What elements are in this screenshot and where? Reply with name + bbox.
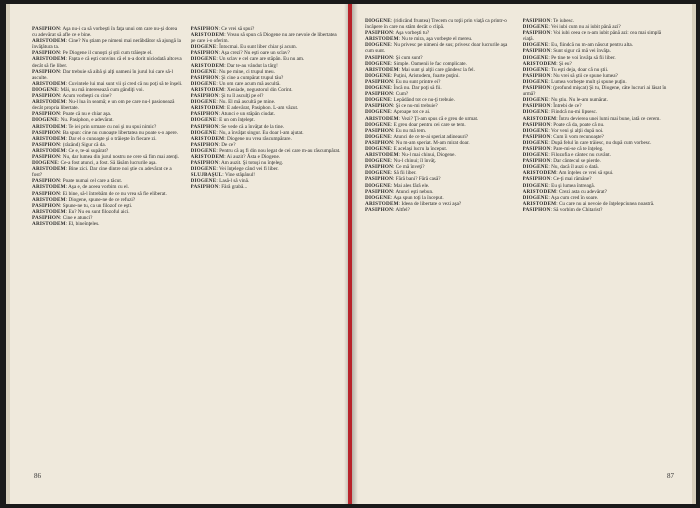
speaker-name: ARISTODEM	[32, 184, 66, 191]
dialogue-line	[365, 207, 515, 213]
page-number-left: 86	[34, 472, 41, 480]
speaker-name: ARISTODEM	[32, 196, 66, 203]
right-page	[351, 4, 696, 504]
line-text: : Dar trebuie să aibă şi alţi oameni în jurul lui care să‑l asculte.	[32, 68, 173, 81]
speaker-name: ARISTODEM	[190, 32, 225, 39]
line-text: : Şi ce nu‑mi trebuie?	[393, 103, 438, 110]
speaker-name: PASIPHON	[32, 111, 61, 118]
line-text: : Simple. Oamenii le fac complicate.	[390, 60, 467, 67]
speaker-name: PASIPHON	[522, 176, 551, 183]
speaker-name: DIOGENE	[522, 194, 549, 201]
line-text: : Mai ales fără ele.	[390, 182, 430, 189]
speaker-name: DIOGENE	[32, 86, 58, 93]
dialogue-line	[32, 166, 183, 178]
line-text: : Vor veni şi alţii după noi.	[548, 127, 604, 134]
dialogue-line	[32, 99, 183, 111]
speaker-name: DIOGENE	[365, 170, 391, 177]
dialogue-line	[523, 30, 673, 42]
line-text: : Diogene, spune‑ne de ce refuzi?	[65, 196, 136, 203]
speaker-name: DIOGENE	[522, 164, 549, 171]
speaker-name: DIOGENE	[522, 109, 549, 116]
speaker-name: DIOGENE	[190, 178, 217, 185]
speaker-name: PASIPHON	[32, 141, 61, 148]
speaker-name: PASIPHON	[32, 202, 61, 209]
speaker-name: DIOGENE	[365, 182, 391, 189]
line-text: : Te iei prin urmare cu noi şi nu spui nimic?	[65, 123, 157, 130]
speaker-name: DIOGENE	[522, 139, 549, 146]
speaker-name: DIOGENE	[32, 117, 58, 124]
line-text: : Voi iubi ceea ce n‑am iubit până azi: cea mai simplă viaţă.	[522, 30, 662, 43]
line-text: : Nu, dacă îl auzi o dată.	[548, 164, 599, 171]
speaker-name: DIOGENE	[190, 44, 217, 51]
speaker-name: DIOGENE	[522, 54, 549, 61]
dialogue-line	[32, 69, 183, 81]
speaker-name: PASIPHON	[190, 111, 219, 118]
speaker-name: PASIPHON	[190, 160, 219, 167]
line-text: : Pentru că aş fi din nou legat de cei care m‑au răscumpărat.	[216, 147, 341, 154]
line-text: : Ideea de libertate o vezi aşa?	[398, 200, 462, 207]
speaker-name: PASIPHON	[32, 178, 61, 185]
speaker-name: DIOGENE	[522, 78, 549, 85]
page-edge	[692, 4, 696, 504]
left-column-1	[32, 26, 183, 466]
speaker-name: PASIPHON	[522, 103, 551, 110]
dialogue-line	[523, 85, 673, 97]
speaker-name: PASIPHON	[522, 145, 551, 152]
dialogue-line	[191, 32, 342, 44]
line-text: : Xeniade, negustorul din Corint.	[224, 86, 293, 93]
speaker-name: PASIPHON	[190, 74, 219, 81]
line-text: : Încă nu. Dar poţi să fii.	[390, 85, 442, 92]
speaker-name: DIOGENE	[365, 42, 391, 49]
speaker-name: PASIPHON	[365, 30, 394, 37]
speaker-name: DIOGENE	[365, 85, 391, 92]
line-text: : Crezi asta cu adevărat?	[556, 188, 607, 195]
dialogue-line	[523, 207, 673, 213]
line-text: : Aşa vorbeşti tu?	[393, 30, 430, 37]
line-text: : (ridicând fruntea) Trecem cu toţii prin viaţă ca printr‑o încăpere în care nu stăm decât o clipă.	[365, 18, 507, 31]
speaker-name: ARISTODEM	[365, 36, 399, 43]
line-text: : Nu ştiu. Nu le‑am numărat.	[548, 97, 608, 104]
speaker-name: ARISTODEM	[32, 166, 66, 173]
speaker-name: PASIPHON	[365, 206, 394, 213]
line-text: : Eu nu sunt printre ei?	[393, 78, 441, 85]
line-text: : Te iubesc.	[550, 18, 575, 24]
speaker-name: DIOGENE	[365, 133, 391, 140]
line-text: : Aşa crezi? Nu eşti oare un sclav?	[218, 50, 290, 57]
line-text: : Dar cântecul se pierde.	[550, 158, 601, 165]
line-text: : Pe tine te voi învăţa să fii liber.	[548, 54, 616, 61]
speaker-name: DIOGENE	[522, 182, 549, 189]
speaker-name: PASIPHON	[32, 214, 61, 221]
line-text: : Bine zici. Dar cine dintre noi ştie cu adevărat ce a fost?	[32, 166, 172, 179]
page-number-right: 87	[667, 472, 674, 480]
line-text: : După felul în care trăiesc, nu după cum vorbesc.	[548, 139, 652, 146]
line-text: : Sunt sigur că mă vei învăţa.	[550, 48, 611, 55]
line-text: : El, bineînţeles.	[65, 221, 100, 227]
dialogue-line	[365, 18, 515, 30]
line-text: : Ce‑a fost atunci, a fost. Să lăsăm lucrurile aşa.	[57, 160, 157, 167]
line-text: : Ei bine, să‑l întrebăm de ce nu vrea să fie eliberat.	[60, 190, 167, 197]
line-text: : Lepădând tot ce nu‑ţi trebuie.	[390, 97, 455, 104]
bookmark-ribbon	[348, 4, 352, 504]
left-column-2	[191, 26, 342, 466]
speaker-name: PASIPHON	[365, 188, 394, 195]
speaker-name: ARISTODEM	[365, 66, 399, 73]
line-text: : Să fii liber.	[390, 170, 417, 177]
line-text: : Aşa e, de aceea vorbim cu el.	[65, 184, 129, 191]
line-text: : Eu, fiindcă nu m‑am născut pentru alta.	[548, 42, 633, 49]
line-text: : Aproape tot ce ai.	[390, 109, 431, 116]
line-text: : Cu care nu ai nevoie de înţelepciunea noastră.	[556, 200, 655, 207]
line-text: : Măi, nu mă interesează cum gândiţi voi.	[57, 86, 144, 93]
speaker-name: PASIPHON	[522, 72, 551, 79]
speaker-name: ARISTODEM	[32, 147, 66, 154]
speaker-name: ARISTODEM	[32, 38, 66, 45]
line-text: : Pare‑mi‑se că te înţeleg.	[550, 145, 604, 152]
line-text: : Fără bani? Fără casă?	[393, 176, 441, 183]
line-text: : Diogene nu vrea răscumpărare.	[224, 135, 292, 142]
line-text: : Nu‑l mai chinui, Diogene.	[398, 152, 456, 159]
line-text: : Cum?	[393, 91, 409, 98]
speaker-name: DIOGENE	[365, 97, 391, 104]
speaker-name: PASIPHON	[365, 176, 394, 183]
speaker-name: PASIPHON	[365, 139, 394, 146]
line-text: : Nu‑l chinui; îl învăţ.	[390, 158, 437, 165]
speaker-name: DIOGENE	[365, 121, 391, 128]
speaker-name: ARISTODEM	[32, 123, 66, 130]
speaker-name: ARISTODEM	[32, 208, 66, 215]
speaker-name: DIOGENE	[365, 158, 391, 165]
speaker-name: PASIPHON	[365, 127, 394, 134]
line-text: : Cine e atunci?	[60, 214, 93, 221]
speaker-name: ARISTODEM	[190, 135, 225, 142]
line-text: : Ai auzit? Ăsta e Diogene.	[224, 153, 281, 160]
line-text: : Am auzit. Şi totuşi nu înţeleg.	[218, 160, 284, 167]
line-text: : Fiindcă nu‑mi lipsesc.	[548, 109, 598, 116]
speaker-name: ARISTODEM	[32, 135, 66, 142]
speaker-name: DIOGENE	[365, 60, 391, 67]
speaker-name: PASIPHON	[32, 93, 61, 100]
right-column-2	[523, 18, 673, 458]
speaker-name: ARISTODEM	[522, 200, 557, 207]
line-text: : Întocmai. Eu sunt liber chiar şi acum.	[216, 44, 297, 51]
dialogue-line	[32, 56, 183, 68]
speaker-name: ARISTODEM	[522, 170, 557, 177]
line-text: : Nu pe mine, ci trupul meu.	[216, 68, 275, 75]
line-text: : Ce vrei să spui?	[218, 26, 255, 32]
line-text: : Ba spun: cine nu cunoaşte libertatea nu poate s‑o apere.	[60, 129, 179, 136]
speaker-name: PASIPHON	[190, 141, 219, 148]
speaker-name: DIOGENE	[190, 56, 217, 63]
line-text: : Nu vrei să ştii ce spune lumea?	[550, 72, 618, 79]
speaker-name: DIOGENE	[522, 152, 549, 159]
line-text: : Un sclav e cel care are stăpân. Eu nu am.	[216, 56, 305, 63]
line-text: : Ce mă înveţi?	[393, 164, 425, 171]
line-text: : Ce‑ţi mai rămâne?	[550, 176, 592, 183]
line-text: : Şi tu îl asculţi pe el?	[218, 93, 264, 100]
line-text: : Atunci de ce te‑ai speriat adineauri?	[390, 133, 469, 140]
speaker-name: PASIPHON	[522, 133, 551, 140]
open-book	[6, 4, 696, 504]
speaker-name: DIOGENE	[522, 66, 549, 73]
speaker-name: PASIPHON	[190, 50, 219, 57]
line-text: : Fapta e că eşti convins că el n‑a dorit niciodată altceva decât să fie liber.	[32, 56, 182, 69]
speaker-name: PASIPHON	[522, 121, 551, 128]
line-text: : Atunci eşti nebun.	[393, 188, 434, 195]
dialogue-line	[32, 221, 183, 227]
line-text: : Nu te mira, aşa vorbeşte el mereu.	[398, 36, 473, 43]
dialogue-line	[32, 26, 183, 38]
line-text: : Aşa nu‑i ca să vorbeşti în faţa unui om care nu‑şi dorea cu adevărat să afle ce e bine.	[32, 26, 178, 39]
line-text: : E acelaşi lucru la început.	[390, 145, 448, 152]
line-text: : Vei înţelege când vei fi liber.	[216, 166, 279, 173]
speaker-name: DIOGENE	[365, 18, 391, 24]
speaker-name: PASIPHON	[522, 206, 551, 213]
speaker-name: PASIPHON	[522, 158, 551, 165]
line-text: : Cuvintele lui mai sunt vii şi cred că nu poţi să te înşeli.	[65, 80, 183, 87]
speaker-name: PASIPHON	[190, 184, 219, 191]
speaker-name: ARISTODEM	[190, 105, 225, 112]
speaker-name: ARISTODEM	[32, 99, 66, 106]
speaker-name: DIOGENE	[190, 99, 217, 106]
line-text: : Nu. El mă ascultă pe mine.	[216, 99, 276, 106]
line-text: : Pe Diogene il cunoşti şi ştii cum trăieşte el.	[60, 50, 153, 57]
line-text: : Lumea vorbeşte mult şi spune puţin.	[548, 78, 627, 85]
speaker-name: ARISTODEM	[365, 115, 399, 122]
speaker-name: PASIPHON	[522, 18, 551, 24]
speaker-name: PASIPHON	[32, 68, 61, 75]
line-text: : (profund mişcat) Şi tu, Diogene, câte lucruri ai lăsat în urmă?	[522, 85, 667, 98]
speaker-name: ARISTODEM	[522, 60, 557, 67]
line-text: : Se vede că a învăţat de la tine.	[218, 123, 285, 130]
line-text: : Atunci e un stăpân ciudat.	[218, 111, 276, 118]
speaker-name: DIOGENE	[365, 145, 391, 152]
dialogue-line	[32, 38, 183, 50]
speaker-name: ARISTODEM	[365, 200, 399, 207]
line-text: : Să vorbim de Chitarist?	[550, 206, 603, 213]
line-text: : Cum îi vom recunoaşte?	[550, 133, 604, 140]
speaker-name: PASIPHON	[365, 103, 394, 110]
line-text: : Altfel?	[393, 206, 410, 213]
line-text: : Vei iubi cum nu ai iubit până azi?	[548, 24, 621, 31]
speaker-name: PASIPHON	[32, 129, 61, 136]
speaker-name: PASIPHON	[365, 164, 394, 171]
line-text: : Întrebi de ce?	[550, 103, 582, 110]
line-text: : Poate că nu e chiar aşa.	[60, 111, 112, 118]
speaker-name: PASIPHON	[32, 50, 61, 57]
right-column-1	[365, 18, 515, 458]
line-text: : Un om care acum mă ascultă.	[216, 80, 281, 87]
left-page	[6, 4, 351, 504]
line-text: : Nu, dar lumea din jurul nostru ne cere să fim mai atenţi.	[60, 153, 180, 160]
line-text: : (râzând) Sigur că da.	[60, 141, 106, 148]
speaker-name: ARISTODEM	[190, 153, 225, 160]
speaker-name: DIOGENE	[190, 147, 217, 154]
speaker-name: PASIPHON	[522, 30, 551, 37]
line-text: : Şi eu?	[556, 60, 572, 67]
line-text: : Aşa spun toţi la început.	[390, 194, 444, 201]
line-text: : Nu m‑am speriat. M‑am mirat doar.	[393, 139, 470, 146]
speaker-name: PASIPHON	[365, 78, 394, 85]
speaker-name: DIOGENE	[522, 42, 549, 49]
line-text: : Mai sunt şi alţii care gândesc la fel.	[398, 66, 475, 73]
page-edge	[6, 4, 10, 504]
speaker-name: PASIPHON	[522, 48, 551, 55]
line-text: : Nu, a învăţat singur. Eu doar l‑am ajutat.	[216, 129, 304, 136]
speaker-name: DIOGENE	[190, 129, 217, 136]
line-text: : Ce e, te‑ai supărat?	[65, 147, 109, 154]
line-text: : De ce?	[218, 141, 236, 148]
speaker-name: DIOGENE	[190, 166, 217, 173]
line-text: : Şi cum sunt?	[393, 54, 423, 61]
line-text: : Cine? Nu ştiam pe nimeni mai nerăbdător să ajungă la învăţătura ta.	[32, 38, 181, 51]
line-text: : Acum vorbeşti cu cine?	[60, 93, 112, 100]
dialogue-line	[191, 184, 342, 190]
line-text: : Lasă‑l să vină.	[216, 178, 250, 185]
speaker-name: ARISTODEM	[522, 115, 557, 122]
line-text: : Vezi? Ţi‑am spus că e greu de urmat.	[398, 115, 479, 122]
speaker-name: PASIPHON	[32, 26, 61, 32]
speaker-name: ARISTODEM	[32, 56, 66, 63]
speaker-name: DIOGENE	[190, 80, 217, 87]
speaker-name: DIOGENE	[522, 97, 549, 104]
speaker-name: ARISTODEM	[32, 80, 66, 87]
speaker-name: PASIPHON	[190, 123, 219, 130]
line-text: : Eu? Nu eu sunt filozoful aici.	[65, 208, 130, 215]
line-text: : Nu‑l lua în seamă; e un om pe care nu‑l pasionează decât propria libertate.	[32, 99, 175, 112]
line-text: : Dar el o cunoaşte şi o trăieşte în fiecare zi.	[65, 135, 157, 142]
line-text: : Am înţeles ce vrei să spui.	[556, 170, 614, 177]
speaker-name: SLUJBAŞUL	[190, 172, 223, 179]
line-text: : Vine stăpânul!	[222, 172, 256, 179]
speaker-name: DIOGENE	[522, 127, 549, 134]
line-text: : E adevărat, Pasiphon. L‑am văzut.	[224, 105, 299, 112]
line-text: : Dar te‑au vândut la târg!	[224, 62, 278, 69]
line-text: : Întru devierea unei lumi mai bune, iată ce cerem.	[556, 115, 661, 122]
dialogue-line	[365, 42, 515, 54]
speaker-name: PASIPHON	[365, 54, 394, 61]
speaker-name: DIOGENE	[365, 109, 391, 116]
line-text: : E greu doar pentru cei care se tem.	[390, 121, 466, 128]
line-text: : Poate că da, poate că nu.	[550, 121, 605, 128]
line-text: : Poate numai cel care a tăcut.	[60, 178, 123, 185]
line-text: : Puţini, Aristodem, foarte puţini.	[390, 72, 460, 79]
speaker-name: DIOGENE	[522, 24, 549, 31]
line-text: : Spune‑ne tu, ca un filozof ce eşti.	[60, 202, 133, 209]
speaker-name: ARISTODEM	[190, 62, 225, 69]
line-text: : Şi cine a cumpărat trupul tău?	[218, 74, 284, 81]
line-text: : Fără grabă...	[218, 184, 248, 191]
line-text: : Nu. Pasiphon, e adevărat.	[57, 117, 114, 124]
line-text: : Filozofia e cântec nu cuvânt.	[548, 152, 611, 159]
speaker-name: PASIPHON	[32, 153, 61, 160]
speaker-name: PASIPHON	[190, 93, 219, 100]
line-text: : Tu eşti deja, doar că nu ştii.	[548, 66, 609, 73]
speaker-name: PASIPHON	[190, 26, 219, 32]
speaker-name: PASIPHON	[32, 190, 61, 197]
line-text: : Vreau să spun că Diogene nu are nevoie de libertatea pe care i‑o oferim.	[190, 32, 337, 45]
speaker-name: ARISTODEM	[522, 188, 557, 195]
speaker-name: DIOGENE	[190, 117, 217, 124]
speaker-name: ARISTODEM	[365, 152, 399, 159]
speaker-name: DIOGENE	[365, 72, 391, 79]
line-text: : Eu nu mă tem.	[393, 127, 427, 134]
line-text: : Eu şi lumea întreagă.	[548, 182, 595, 189]
speaker-name: DIOGENE	[190, 68, 217, 75]
speaker-name: ARISTODEM	[190, 86, 225, 93]
line-text: : E un om înţelept.	[216, 117, 255, 124]
speaker-name: ARISTODEM	[32, 221, 66, 227]
speaker-name: PASIPHON	[522, 85, 551, 92]
speaker-name: PASIPHON	[365, 91, 394, 98]
speaker-name: DIOGENE	[32, 160, 58, 167]
line-text: : Aşa cum cred în soare.	[548, 194, 599, 201]
speaker-name: DIOGENE	[365, 194, 391, 201]
line-text: : Nu privesc pe nimeni de sus; privesc doar lucrurile aşa cum sunt.	[365, 42, 508, 55]
